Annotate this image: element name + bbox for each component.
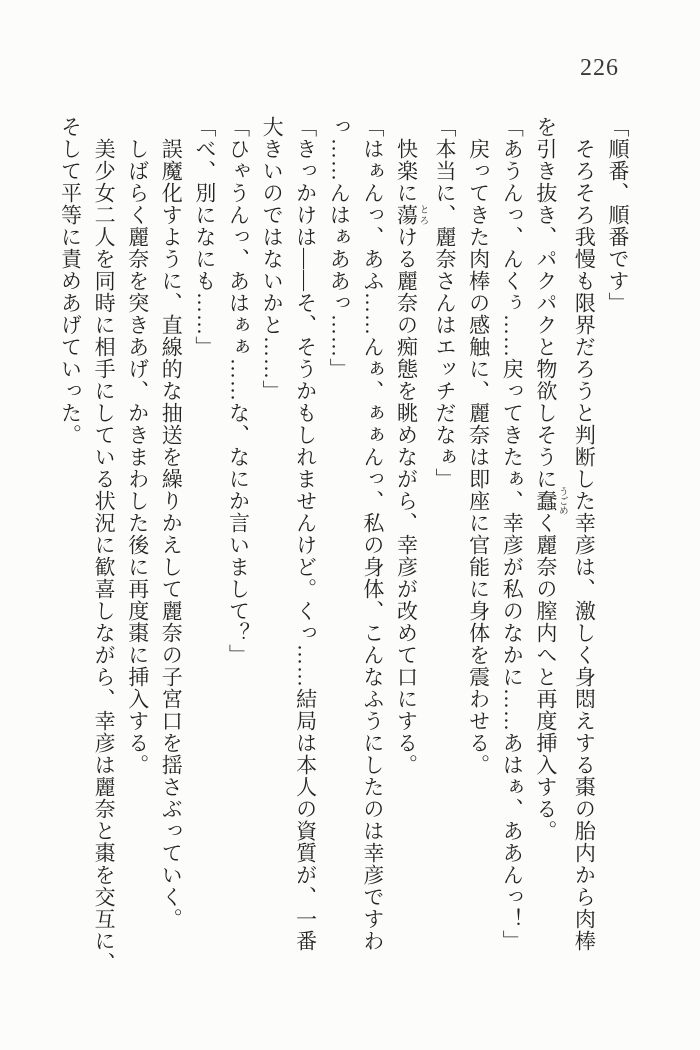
text-line-11: 大きいのではないかと……」 (260, 116, 285, 402)
text-line-13: 「べ、別になにも……」 (192, 116, 217, 358)
page-text (58, 116, 634, 1016)
text-line-15: しばらく麗奈を突きあげ、かきまわした後に再度棗に挿入する。 (125, 116, 150, 776)
text-line-14: 誤魔化すように、直線的な抽送を繰りかえして麗奈の子宮口を揺さぶっていく。 (159, 116, 184, 930)
text-line-10: 「きっかけは――そ、そうかもしれませんけど。くっ……結局は本人の資質が、一番 (293, 116, 318, 952)
text-line-9: っ……んはぁああっ……」 (327, 116, 352, 380)
text-line-12: 「ひゃうんっ、あはぁぁ……な、なにか言いまして？」 (226, 116, 251, 666)
text-line-16: 美少女二人を同時に相手にしている状況に歓喜しながら、幸彦は麗奈と棗を交互に、 (92, 116, 117, 974)
text-line-4: 「あうんっ、んくぅ……戻ってきたぁ、幸彦が私のなかに……あはぁ、ああんっ！」 (500, 116, 525, 952)
text-line-8: 「はぁんっ、あふ……んぁ、ぁぁんっ、私の身体、こんなふうにしたのは幸彦ですわ (360, 116, 385, 952)
furigana: うごめ (556, 486, 567, 516)
ruby-annotated-kanji: 蠢 うごめ (533, 486, 567, 516)
text-line-5: 戻ってきた肉棒の感触に、麗奈は即座に官能に身体を震わせる。 (466, 116, 491, 776)
text-line-2: そろそろ我慢も限界だろうと判断した幸彦は、激しく身悶えする棗の胎内から肉棒 (572, 116, 597, 952)
text-line-7: 快楽に蕩 とろける麗奈の痴態を眺めながら、幸彦が改めて口にする。 (394, 116, 428, 776)
text-line-17: そして平等に責めあげていった。 (58, 116, 83, 446)
text-line-3: を引き抜き、パクパクと物欲しそうに蠢 うごめく麗奈の膣内へと再度挿入する。 (533, 116, 567, 842)
page-number: 226 (580, 55, 619, 81)
text-line-1: 「順番、順番です」 (606, 116, 630, 314)
ruby-annotated-kanji: 蕩 とろ (394, 204, 428, 226)
text-line-6: 「本当に、麗奈さんはエッチだなぁ」 (433, 116, 458, 490)
furigana: とろ (417, 204, 428, 226)
